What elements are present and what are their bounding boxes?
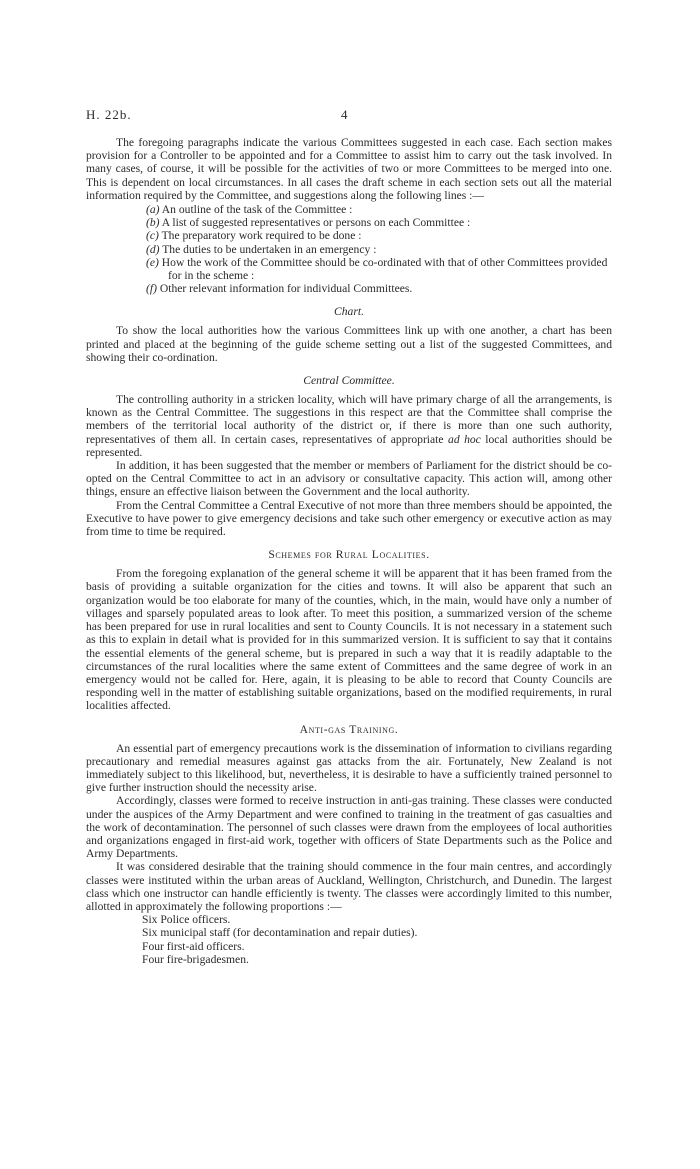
rural-paragraph: From the foregoing explanation of the general scheme it will be apparent that it has been framed from the basis of providing a suitable organization for the cities and towns. It will also be apparent that such an organization would be too elaborate for many of the counties, which, in the main, would have only a number of villages and sparsely populated areas to look after. To meet this position, a summarized version of the scheme has been prepared for use in rural localities and sent to County Councils. It is not necessary in a statement such as this to explain in detail what is provided for in this summarized version. It is sufficient to say that it contains the essential elements of the general scheme, but is prepared in such a way that it is readily adaptable to the circumstances of the rural localities where the same extent of Committees and the same degree of work in an emergency would not be called for. Here, again, it is pleasing to be able to record that County Councils are responding well in the matter of establishing suitable organizations, based on the modified requirements, in rural localities affected.	[86, 567, 612, 713]
antigas-paragraph-1: An essential part of emergency precautions work is the dissemination of information to civilians regarding precautionary and remedial measures against gas attacks from the air. Fortunately, New Zealand is not immediately subject to this likelihood, but, nevertheless, it is desirable to have a sufficiently trained personnel to give further instruction should the necessity arise.	[86, 741, 612, 795]
list-item: (e) How the work of the Committee should be co-ordinated with that of other Committees provided for in the scheme :	[146, 255, 608, 283]
list-item: Six municipal staff (for decontamination and repair duties).	[142, 926, 418, 940]
section-heading-rural-localities: Schemes for Rural Localities.	[268, 548, 430, 562]
running-header	[86, 108, 612, 122]
central-paragraph-2: In addition, it has been suggested that the member or members of Parliament for the district should be co-opted on the Central Committee to act in an advisory or consultative capacity. This action will, among other things, ensure an effective liaison between the Government and the local authority.	[86, 459, 612, 499]
central-paragraph-3: From the Central Committee a Central Executive of not more than three members should be appointed, the Executive to have power to give emergency decisions and take such other emergency or executive action as may from time to time be required.	[86, 498, 612, 539]
list-item: Four fire-brigadesmen.	[142, 952, 249, 966]
antigas-paragraph-2: Accordingly, classes were formed to receive instruction in anti-gas training. These classes were conducted under the auspices of the Army Department and were confined to training in the treatment of gas casualties and the work of decontamination. The personnel of such classes were drawn from the employees of local authorities and organizations engaged in first-aid work, together with officers of State Departments such as the Police and Army Departments.	[86, 794, 612, 861]
list-item: (c) The preparatory work required to be done :	[146, 229, 362, 243]
section-heading-central-committee: Central Committee.	[303, 374, 395, 388]
antigas-paragraph-3: It was considered desirable that the training should commence in the four main centres, and accordingly classes were instituted within the urban areas of Auckland, Wellington, Christchurch, and Dunedin. The largest class which one instructor can handle efficiently is twenty. The classes were accordingly limited to this number, allotted in approximately the following proportions :—	[86, 860, 612, 913]
central-paragraph-1: The controlling authority in a stricken locality, which will have primary charge of all the arrangements, is known as the Central Committee. The suggestions in this respect are that the Committee shall comprise the members of the territorial local authority of the district or, if there is more than one such authority, representatives of them all. In certain cases, representatives of appropriate ad hoc local authorities should be represented.	[86, 393, 612, 459]
list-item: (d) The duties to be undertaken in an emergency :	[146, 242, 377, 256]
section-heading-chart: Chart.	[334, 305, 364, 319]
page-number: 4	[341, 107, 348, 122]
section-heading-anti-gas-training: Anti-gas Training.	[299, 722, 399, 736]
intro-paragraph: The foregoing paragraphs indicate the various Committees suggested in each case. Each section makes provision for a Controller to be appointed and for a Committee to assist him to carry out the task involved. In many cases, of course, it will be possible for the activities of two or more Committees to be merged into one. This is dependent on local circumstances. In all cases the draft scheme in each section sets out all the material information required by the Committee, and suggestions along the following lines :—	[86, 136, 612, 202]
list-item: (a) An outline of the task of the Committee :	[146, 203, 353, 217]
list-item: Four first-aid officers.	[142, 939, 245, 953]
chart-paragraph: To show the local authorities how the various Committees link up with one another, a chart has been printed and placed at the beginning of the guide scheme setting out a list of the suggested Committees, and showing their co-ordination.	[86, 324, 612, 364]
list-item: (f) Other relevant information for individual Committees.	[146, 282, 413, 296]
class-proportions-list	[86, 913, 612, 966]
list-item: (b) A list of suggested representatives or persons on each Committee :	[146, 216, 471, 230]
document-reference: H. 22b.	[86, 107, 132, 122]
committee-guidance-list	[86, 203, 612, 295]
document-body	[86, 136, 612, 966]
list-item: Six Police officers.	[142, 913, 231, 927]
